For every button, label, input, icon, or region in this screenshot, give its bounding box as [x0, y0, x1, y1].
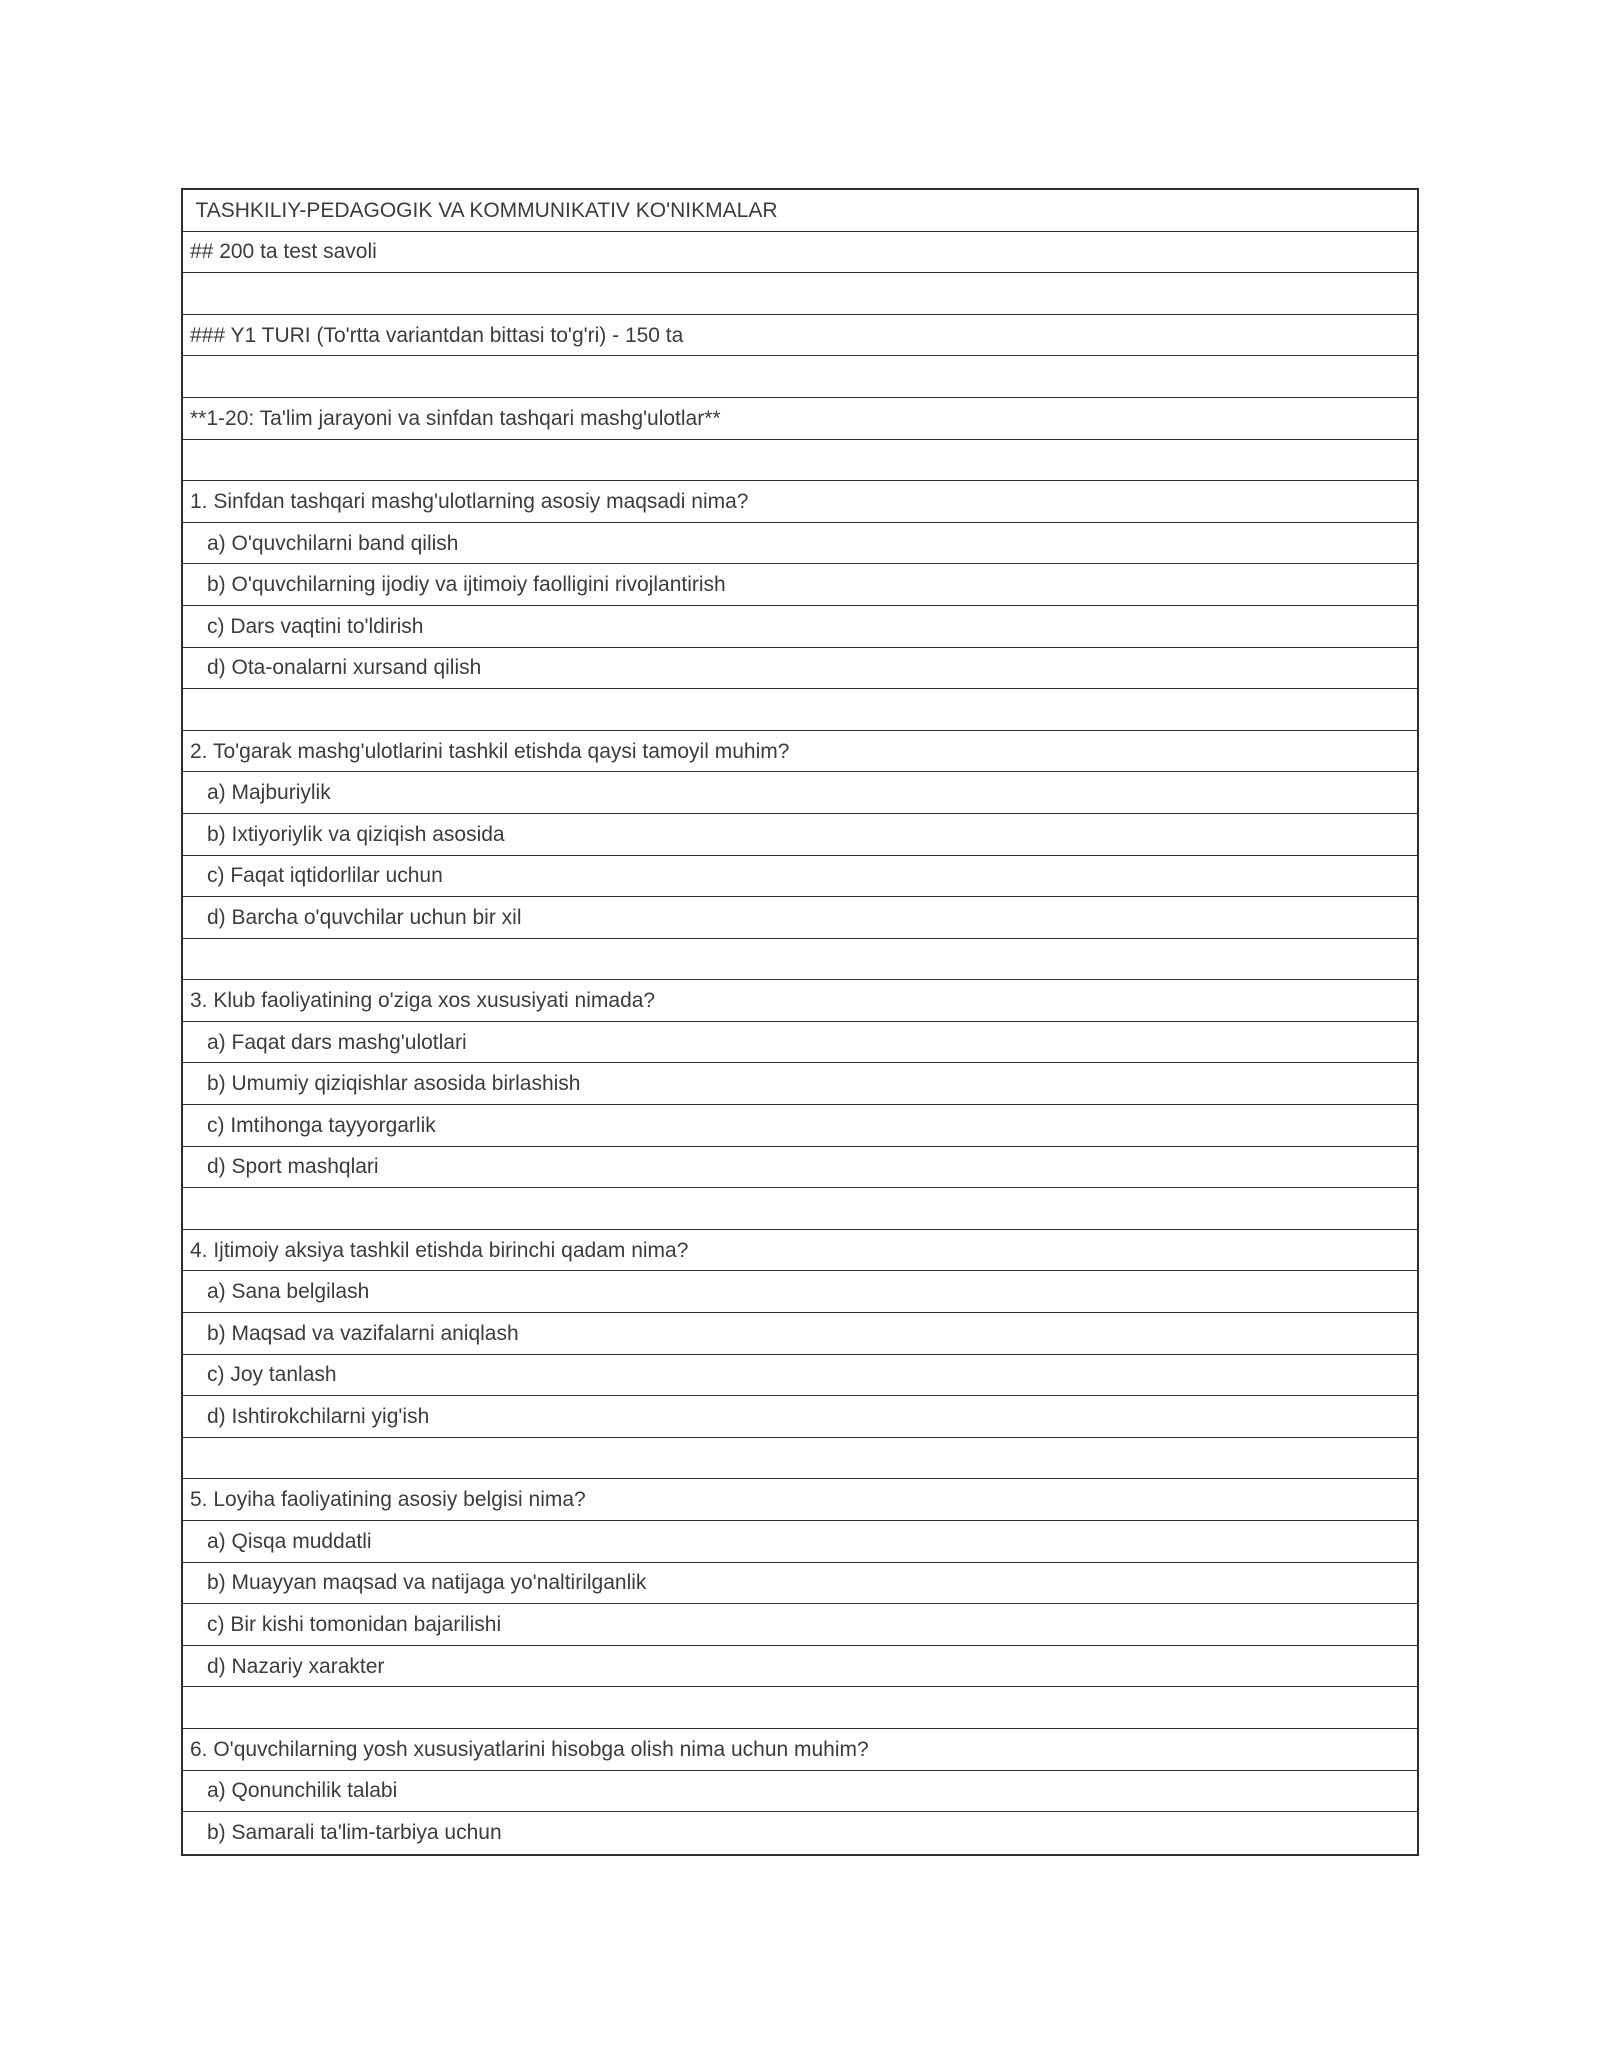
question-row: 5. Loyiha faoliyatining asosiy belgisi nima? — [183, 1479, 1417, 1521]
option-row: d) Ishtirokchilarni yig'ish — [183, 1396, 1417, 1438]
question-row: 4. Ijtimoiy aksiya tashkil etishda birinchi qadam nima? — [183, 1230, 1417, 1272]
option-row: a) Sana belgilash — [183, 1271, 1417, 1313]
question-row: 1. Sinfdan tashqari mashg'ulotlarning asosiy maqsadi nima? — [183, 481, 1417, 523]
blank-row — [183, 1188, 1417, 1230]
option-row: b) Ixtiyoriylik va qiziqish asosida — [183, 814, 1417, 856]
option-row: c) Dars vaqtini to'ldirish — [183, 606, 1417, 648]
option-row: c) Joy tanlash — [183, 1355, 1417, 1397]
blank-row — [183, 939, 1417, 981]
option-row: a) Qonunchilik talabi — [183, 1771, 1417, 1813]
blank-row — [183, 1438, 1417, 1480]
question-row: 2. To'garak mashg'ulotlarini tashkil etishda qaysi tamoyil muhim? — [183, 731, 1417, 773]
option-row: b) Samarali ta'lim-tarbiya uchun — [207, 1821, 502, 1845]
option-row: a) Majburiylik — [183, 772, 1417, 814]
blank-row — [183, 440, 1417, 482]
heading-row: ### Y1 TURI (To'rtta variantdan bittasi to'g'ri) - 150 ta — [183, 315, 1417, 357]
title-row: TASHKILIY-PEDAGOGIK VA KOMMUNIKATIV KO'NIKMALAR — [183, 190, 1417, 232]
heading-row: **1-20: Ta'lim jarayoni va sinfdan tashqari mashg'ulotlar** — [183, 398, 1417, 440]
option-row: a) Faqat dars mashg'ulotlari — [183, 1022, 1417, 1064]
option-row: b) Maqsad va vazifalarni aniqlash — [183, 1313, 1417, 1355]
blank-row — [183, 273, 1417, 315]
option-row: d) Ota-onalarni xursand qilish — [183, 648, 1417, 690]
option-row: d) Nazariy xarakter — [183, 1646, 1417, 1688]
option-row: d) Sport mashqlari — [183, 1147, 1417, 1189]
option-row: b) Umumiy qiziqishlar asosida birlashish — [183, 1063, 1417, 1105]
option-row: b) Muayyan maqsad va natijaga yo'naltirilganlik — [183, 1563, 1417, 1605]
heading-row: ## 200 ta test savoli — [183, 232, 1417, 274]
option-row: c) Faqat iqtidorlilar uchun — [183, 856, 1417, 898]
blank-row — [183, 1687, 1417, 1729]
question-table — [181, 188, 1419, 1856]
option-row: b) O'quvchilarning ijodiy va ijtimoiy faolligini rivojlantirish — [183, 564, 1417, 606]
option-row: c) Bir kishi tomonidan bajarilishi — [183, 1604, 1417, 1646]
option-row: a) O'quvchilarni band qilish — [183, 523, 1417, 565]
question-row: 3. Klub faoliyatining o'ziga xos xususiyati nimada? — [183, 980, 1417, 1022]
option-row: d) Barcha o'quvchilar uchun bir xil — [183, 897, 1417, 939]
blank-row — [183, 689, 1417, 731]
option-row: a) Qisqa muddatli — [183, 1521, 1417, 1563]
question-row: 6. O'quvchilarning yosh xususiyatlarini hisobga olish nima uchun muhim? — [183, 1729, 1417, 1771]
blank-row — [183, 356, 1417, 398]
option-row: c) Imtihonga tayyorgarlik — [183, 1105, 1417, 1147]
